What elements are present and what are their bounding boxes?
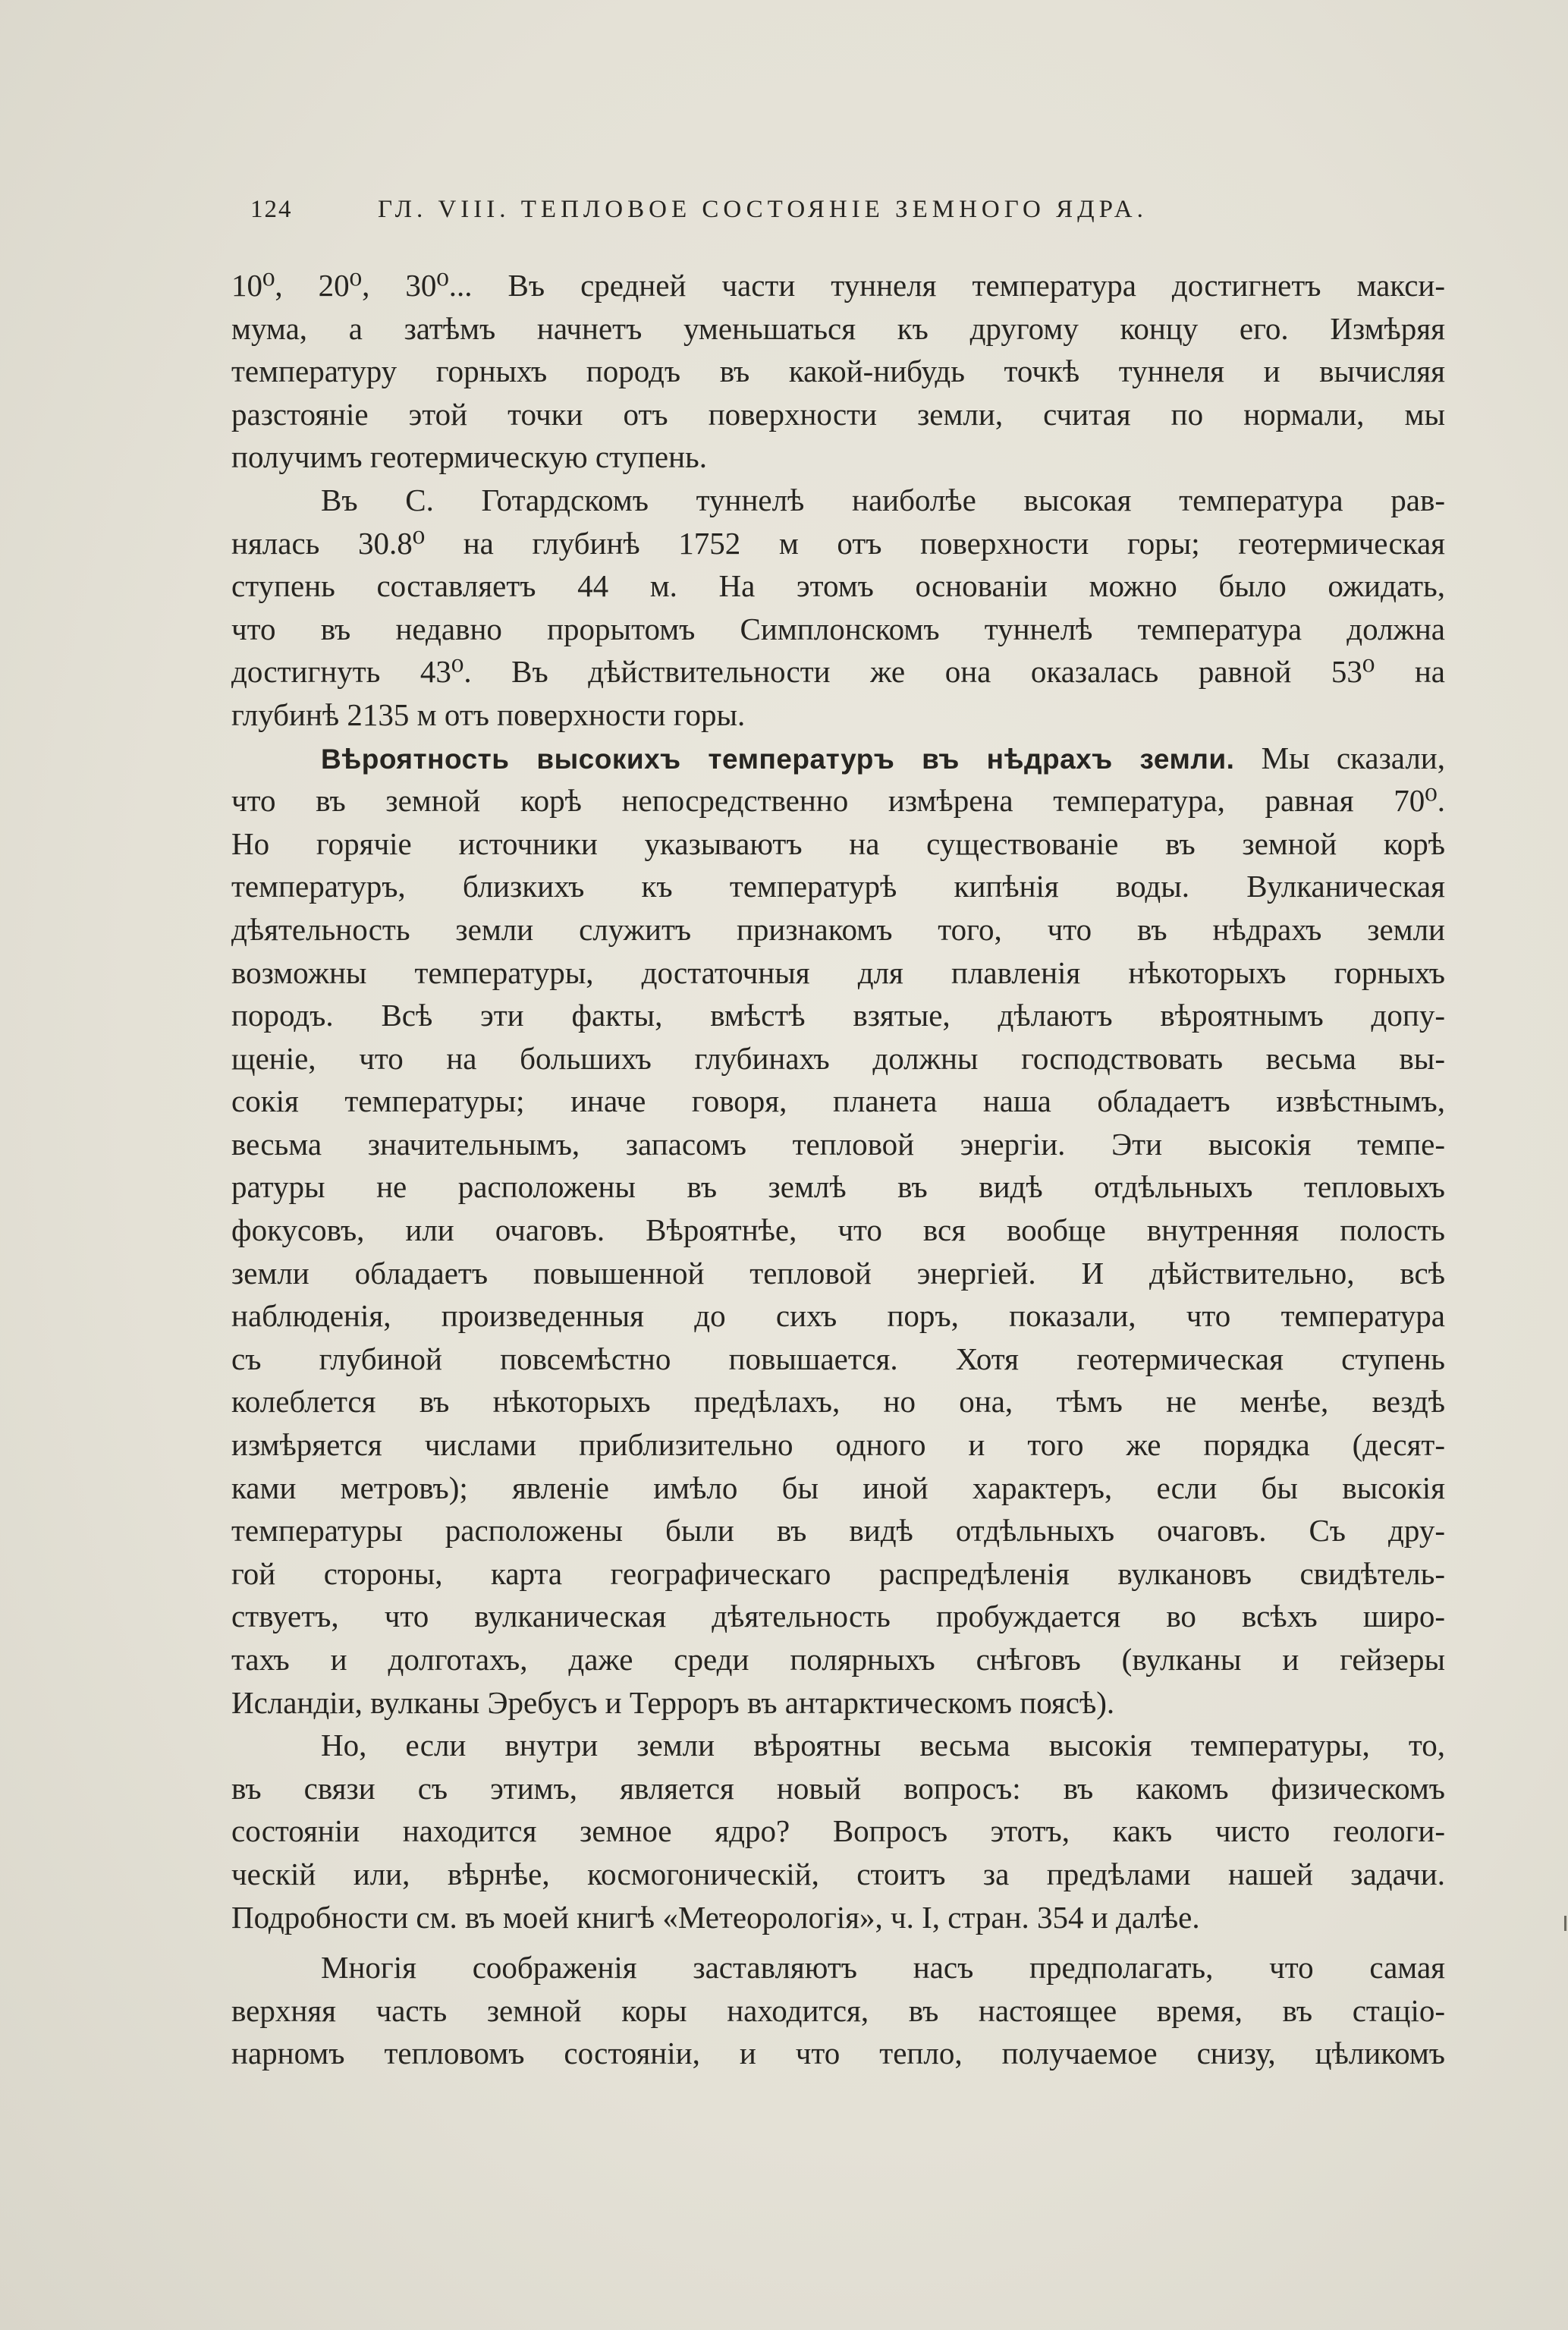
text-run: Мы сказали,: [1261, 740, 1445, 775]
text-line: 10⁰, 20⁰, 30⁰... Въ средней части туннеля температура достигнетъ макси-: [231, 268, 1445, 303]
text-line: земли обладаетъ повышенной тепловой энергіей. И дѣйствительно, всѣ: [231, 1255, 1445, 1291]
text-line: разстояніе этой точки отъ поверхности земли, считая по нормали, мы: [231, 396, 1445, 432]
text-line: Въ С. Готардскомъ туннелѣ наиболѣе высокая температура рав-: [321, 482, 1445, 517]
text-line: Многія соображенія заставляютъ насъ предполагать, что самая: [321, 1950, 1445, 1986]
text-line: измѣряется числами приблизительно одного и того же порядка (десят-: [231, 1427, 1445, 1463]
text-line: что въ земной корѣ непосредственно измѣрена температура, равная 70⁰.: [231, 783, 1445, 819]
text-line: Но, если внутри земли вѣроятны весьма высокія температуры, то,: [321, 1728, 1445, 1763]
text-line: весьма значительнымъ, запасомъ тепловой энергіи. Эти высокія темпе-: [231, 1126, 1445, 1162]
text-line: ками метровъ); явленіе имѣло бы иной характеръ, если бы высокія: [231, 1470, 1445, 1505]
text-line: получимъ геотермическую ступень.: [231, 439, 707, 475]
page-header: [250, 196, 1328, 234]
text-line: мума, а затѣмъ начнетъ уменьшаться къ другому концу его. Измѣряя: [231, 310, 1445, 346]
text-line: фокусовъ, или очаговъ. Вѣроятнѣе, что вся вообще внутренняя полость: [231, 1212, 1445, 1248]
text-line: Но горячіе источники указываютъ на существованіе въ земной корѣ: [231, 825, 1445, 861]
text-line: ступень составляетъ 44 м. На этомъ основаніи можно было ожидать,: [231, 568, 1445, 604]
section-heading: Вѣроятность высокихъ температуръ въ нѣдрахъ земли.: [321, 743, 1235, 775]
text-line: колеблется въ нѣкоторыхъ предѣлахъ, но она, тѣмъ не менѣе, вездѣ: [231, 1384, 1445, 1420]
text-line: достигнуть 43⁰. Въ дѣйствительности же она оказалась равной 53⁰ на: [231, 654, 1445, 690]
page-number: 124: [250, 196, 293, 223]
text-line: Исландіи, вулканы Эребусъ и Терроръ въ антарктическомъ поясѣ).: [231, 1684, 1115, 1720]
text-line: съ глубиной повсемѣстно повышается. Хотя геотермическая ступень: [231, 1341, 1445, 1376]
text-line: температуръ, близкихъ къ температурѣ кипѣнія воды. Вулканическая: [231, 869, 1445, 904]
text-line: породъ. Всѣ эти факты, вмѣстѣ взятые, дѣлаютъ вѣроятнымъ допу-: [231, 998, 1445, 1033]
text-line: ствуетъ, что вулканическая дѣятельность пробуждается во всѣхъ широ-: [231, 1599, 1445, 1634]
text-line: состояніи находится земное ядро? Вопросъ этотъ, какъ чисто геологи-: [231, 1813, 1445, 1849]
text-line: Подробности см. въ моей книгѣ «Метеорологія», ч. I, стран. 354 и далѣе.: [231, 1899, 1200, 1935]
text-line: температуры расположены были въ видѣ отдѣльныхъ очаговъ. Съ дру-: [231, 1513, 1445, 1549]
text-line: возможны температуры, достаточныя для плавленія нѣкоторыхъ горныхъ: [231, 954, 1445, 990]
running-title: ГЛ. VIII. ТЕПЛОВОЕ СОСТОЯНІЕ ЗЕМНОГО ЯДРА.: [378, 196, 1148, 223]
text-line: верхняя часть земной коры находится, въ настоящее время, въ стаціо-: [231, 1992, 1445, 2028]
page-body: [231, 264, 1445, 2075]
text-line: сокія температуры; иначе говоря, планета наша обладаетъ извѣстнымъ,: [231, 1083, 1445, 1119]
text-line: ческій или, вѣрнѣе, космогоническій, стоитъ за предѣлами нашей задачи.: [231, 1856, 1445, 1891]
text-line: температуру горныхъ породъ въ какой-нибудь точкѣ туннеля и вычисляя: [231, 354, 1445, 389]
text-line: щеніе, что на большихъ глубинахъ должны господствовать весьма вы-: [231, 1040, 1445, 1076]
text-line: въ связи съ этимъ, является новый вопросъ: въ какомъ физическомъ: [231, 1770, 1445, 1806]
section-first-line: [231, 737, 1445, 780]
text-line: гой стороны, карта географическаго распредѣленія вулкановъ свидѣтель-: [231, 1555, 1445, 1591]
text-line: ратуры не расположены въ землѣ въ видѣ отдѣльныхъ тепловыхъ: [231, 1169, 1445, 1205]
text-line: тахъ и долготахъ, даже среди полярныхъ снѣговъ (вулканы и гейзеры: [231, 1642, 1445, 1677]
text-line: глубинѣ 2135 м отъ поверхности горы.: [231, 696, 746, 732]
text-line: нялась 30.8⁰ на глубинѣ 1752 м отъ поверхности горы; геотермическая: [231, 525, 1445, 561]
margin-mark: [1564, 1916, 1566, 1931]
text-line: что въ недавно прорытомъ Симплонскомъ туннелѣ температура должна: [231, 611, 1445, 646]
text-line: нарномъ тепловомъ состояніи, и что тепло, получаемое снизу, цѣликомъ: [231, 2036, 1445, 2071]
text-line: наблюденія, произведенныя до сихъ поръ, показали, что температура: [231, 1298, 1445, 1334]
text-line: дѣятельность земли служитъ признакомъ того, что въ нѣдрахъ земли: [231, 911, 1445, 947]
